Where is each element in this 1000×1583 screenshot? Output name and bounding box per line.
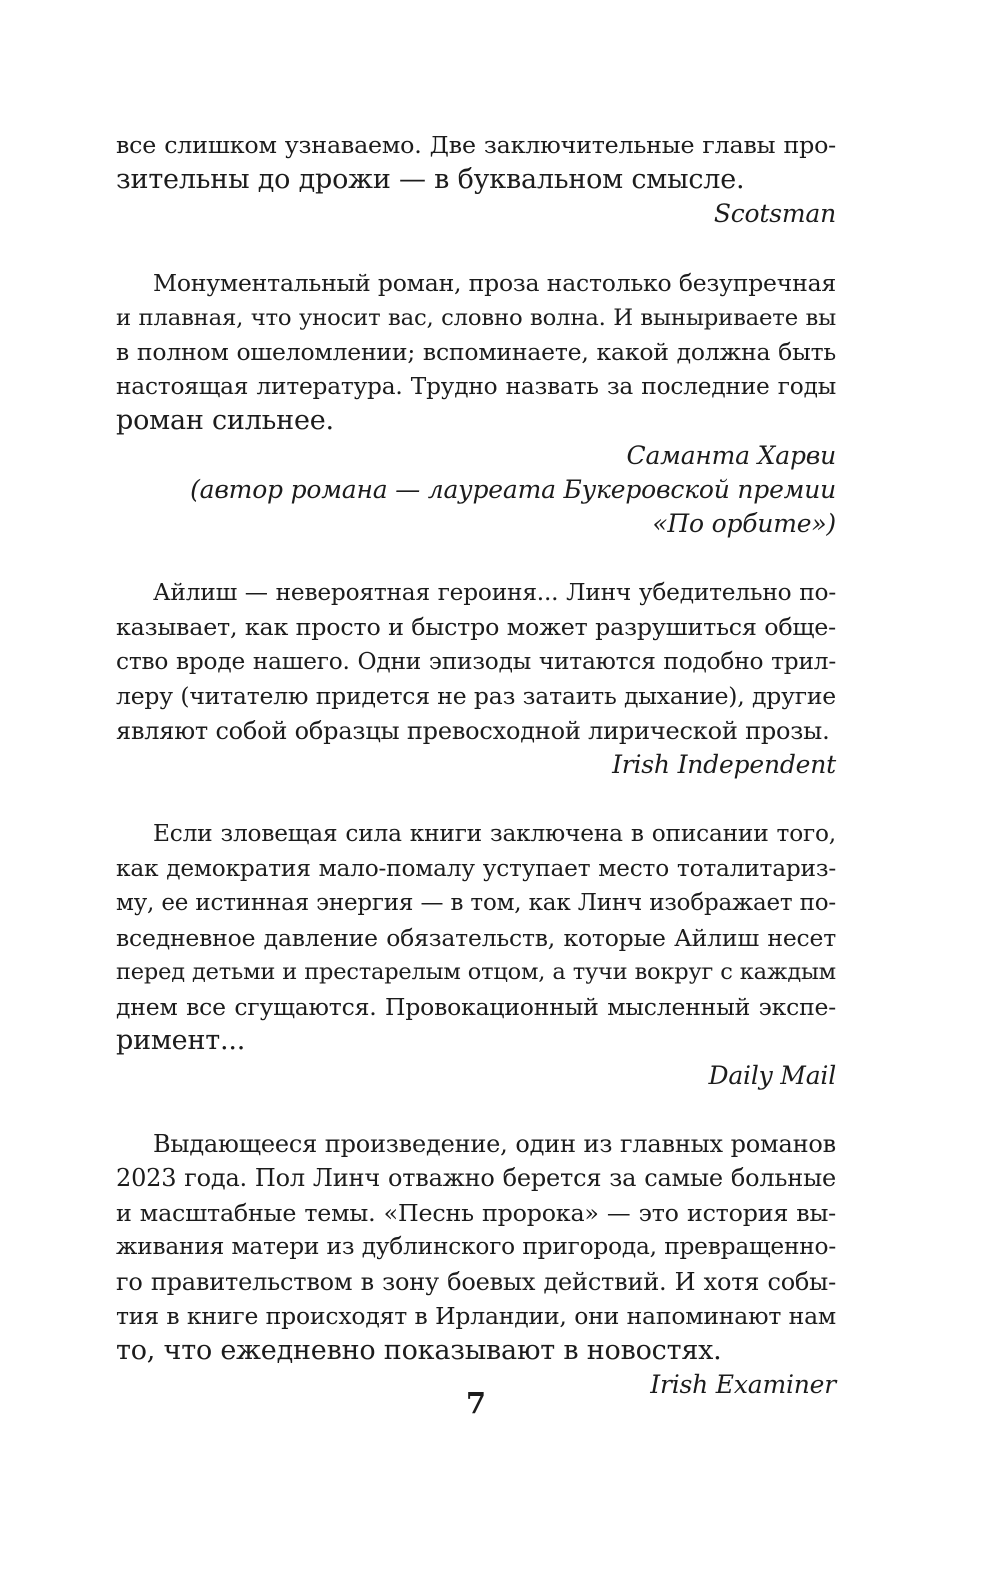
review-attribution: Irish Examiner	[650, 1370, 836, 1399]
review-line: перед детьми и престарелым отцом, а тучи вокруг с каждым	[116, 959, 836, 985]
review-line: Айлиш — невероятная героиня... Линч убедительно по-	[153, 578, 836, 606]
review-line: и масштабные темы. «Песнь пророка» — это история вы-	[116, 1198, 836, 1227]
review-attribution: Scotsman	[713, 199, 836, 228]
review-line: леру (читателю придется не раз затаить дыхание), другие	[116, 682, 836, 710]
review-line: тия в книге происходят в Ирландии, они напоминают нам	[116, 1302, 836, 1330]
review-line: то, что ежедневно показывают в новостях.	[116, 1334, 722, 1366]
review-scotsman	[116, 128, 836, 231]
page-body	[116, 128, 836, 1402]
review-attribution: Irish Independent	[612, 750, 836, 779]
review-line: настоящая литература. Трудно назвать за последние годы	[116, 372, 836, 400]
spacer	[116, 782, 836, 817]
review-line: являют собой образцы превосходной лирической прозы.	[116, 716, 830, 745]
review-line: зительны до дрожи — в буквальном смысле.	[116, 163, 745, 195]
review-line: го правительством в зону боевых действий. И хотя собы-	[116, 1267, 836, 1296]
review-daily-mail	[116, 817, 836, 1093]
review-line: в полном ошеломлении; вспоминаете, какой должна быть	[116, 338, 836, 366]
review-line: му, ее истинная энергия — в том, как Линч изображает по-	[116, 890, 836, 916]
review-attribution-note: (автор романа — лауреата Букеровской премии	[190, 474, 836, 504]
review-line: и плавная, что уносит вас, словно волна. И выныриваете вы	[116, 304, 836, 331]
review-line: Монументальный роман, проза настолько безупречная	[153, 269, 836, 297]
review-attribution: Daily Mail	[708, 1060, 836, 1090]
review-line: все слишком узнаваемо. Две заключительные главы про-	[116, 131, 836, 159]
review-line: Если зловещая сила книги заключена в описании того,	[153, 820, 836, 847]
spacer	[116, 231, 836, 266]
review-line: 2023 года. Пол Линч отважно берется за самые больные	[116, 1164, 836, 1192]
review-line: казывает, как просто и быстро может разрушиться обще-	[116, 613, 836, 641]
review-irish-examiner	[116, 1127, 836, 1403]
spacer	[116, 541, 836, 576]
review-line: вседневное давление обязательств, которые Айлиш несет	[116, 923, 836, 952]
review-line: римент...	[116, 1025, 246, 1056]
review-line: днем все сгущаются. Провокационный мысленный экспе-	[116, 992, 836, 1021]
review-line: живания матери из дублинского пригорода, превращенно-	[116, 1233, 836, 1260]
review-line: как демократия мало-помалу уступает место тоталитариз-	[116, 854, 836, 882]
review-samantha-harvey	[116, 266, 836, 541]
review-attribution: Саманта Харви	[626, 440, 836, 470]
spacer	[116, 1093, 836, 1127]
review-line: ство вроде нашего. Одни эпизоды читаются подобно трил-	[116, 647, 836, 675]
review-attribution-note: «По орбите»)	[652, 508, 836, 538]
review-irish-independent	[116, 576, 836, 783]
review-line: роман сильнее.	[116, 405, 334, 436]
page-number: 7	[465, 1386, 487, 1420]
review-line: Выдающееся произведение, один из главных романов	[153, 1129, 836, 1158]
